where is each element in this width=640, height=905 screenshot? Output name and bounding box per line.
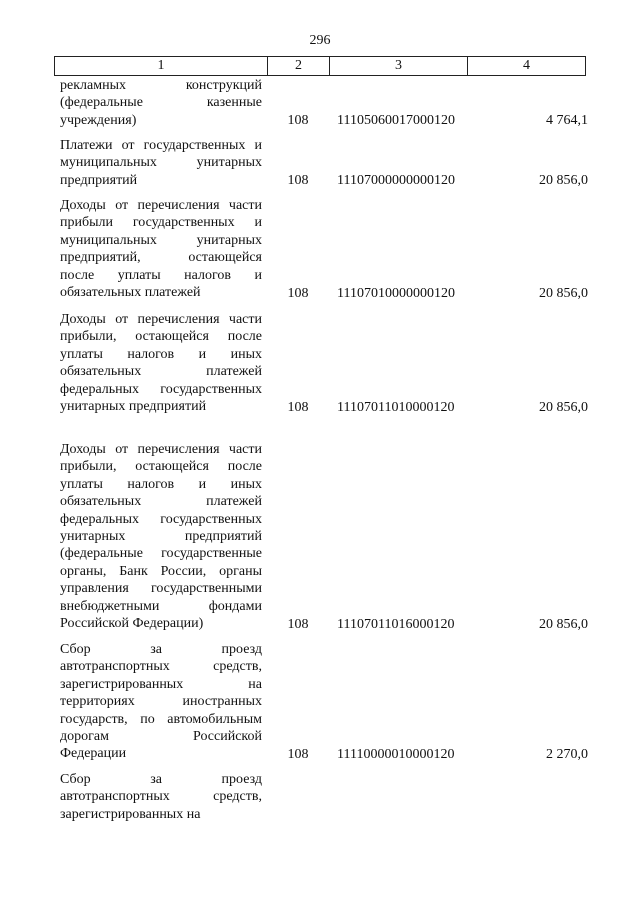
description-line: обязательных платежей [60,364,262,380]
description-line: Сбор за проезд [60,772,262,787]
description-line: Доходы от перечисления части [60,442,262,457]
row-kbk: 11107011016000120 [337,616,455,632]
description-line: органы, Банк России, органы [60,563,262,579]
description-line: дорогам Российской [60,729,262,745]
description-line: Доходы от перечисления части [60,312,262,327]
column-header-2: 2 [268,57,330,75]
row-code: 108 [287,113,309,129]
description-line: зарегистрированных на [60,676,262,692]
description-line: муниципальных унитарных [60,155,262,171]
row-description [60,137,262,189]
description-line: (федеральные государственные [60,546,262,562]
row-amount: 20 856,0 [539,616,588,632]
row-description [60,197,262,301]
row-description [60,441,262,632]
description-line: уплаты налогов и иных [60,476,262,492]
row-code: 108 [287,616,309,632]
row-description [60,311,262,415]
description-line: управления государственными [60,581,262,597]
row-kbk: 11110000010000120 [337,746,455,762]
row-code: 108 [287,285,309,301]
row-amount: 20 856,0 [539,173,588,189]
row-description [60,641,262,763]
row-amount: 4 764,1 [546,113,588,129]
description-line: учреждения) [60,112,137,128]
description-line: Платежи от государственных и [60,138,262,153]
row-kbk: 11105060017000120 [337,113,455,129]
row-amount: 20 856,0 [539,399,588,415]
row-code: 108 [287,399,309,415]
description-line: после уплаты налогов и [60,267,262,283]
description-line: автотранспортных средств, [60,789,262,805]
column-header-3: 3 [330,57,468,75]
page-number: 296 [309,33,331,48]
column-header-4: 4 [523,58,530,73]
row-amount: 2 270,0 [546,746,588,762]
description-line: государств, по автомобильным [60,711,262,727]
description-line: зарегистрированных на [60,806,201,822]
description-line: автотранспортных средств, [60,659,262,675]
description-line: территориях иностранных [60,694,262,710]
description-line: Российской Федерации) [60,616,204,632]
description-line: унитарных предприятий [60,529,262,545]
description-line: предприятий, остающейся [60,250,262,266]
description-line: прибыли, остающейся после [60,459,262,475]
description-line: прибыли государственных и [60,215,262,231]
description-line: Доходы от перечисления части [60,198,262,213]
row-kbk: 11107011010000120 [337,399,455,415]
description-line: муниципальных унитарных [60,232,262,248]
row-kbk: 11107000000000120 [337,173,455,189]
description-line: уплаты налогов и иных [60,346,262,362]
description-line: предприятий [60,172,138,188]
row-amount: 20 856,0 [539,285,588,301]
description-line: рекламных конструкций [60,78,262,93]
description-line: унитарных предприятий [60,399,207,415]
row-description [60,77,262,129]
row-kbk: 11107010000000120 [337,285,455,301]
row-code: 108 [287,746,309,762]
description-line: обязательных платежей [60,494,262,510]
description-line: внебюджетными фондами [60,598,262,614]
description-line: Федерации [60,746,127,762]
row-code: 108 [287,173,309,189]
description-line: обязательных платежей [60,285,201,301]
description-line: (федеральные казенные [60,95,262,111]
description-line: Сбор за проезд [60,642,262,657]
column-header-1: 1 [55,57,268,75]
table-header [54,56,586,76]
row-description [60,771,262,823]
description-line: федеральных государственных [60,381,262,397]
description-line: прибыли, остающейся после [60,329,262,345]
description-line: федеральных государственных [60,511,262,527]
